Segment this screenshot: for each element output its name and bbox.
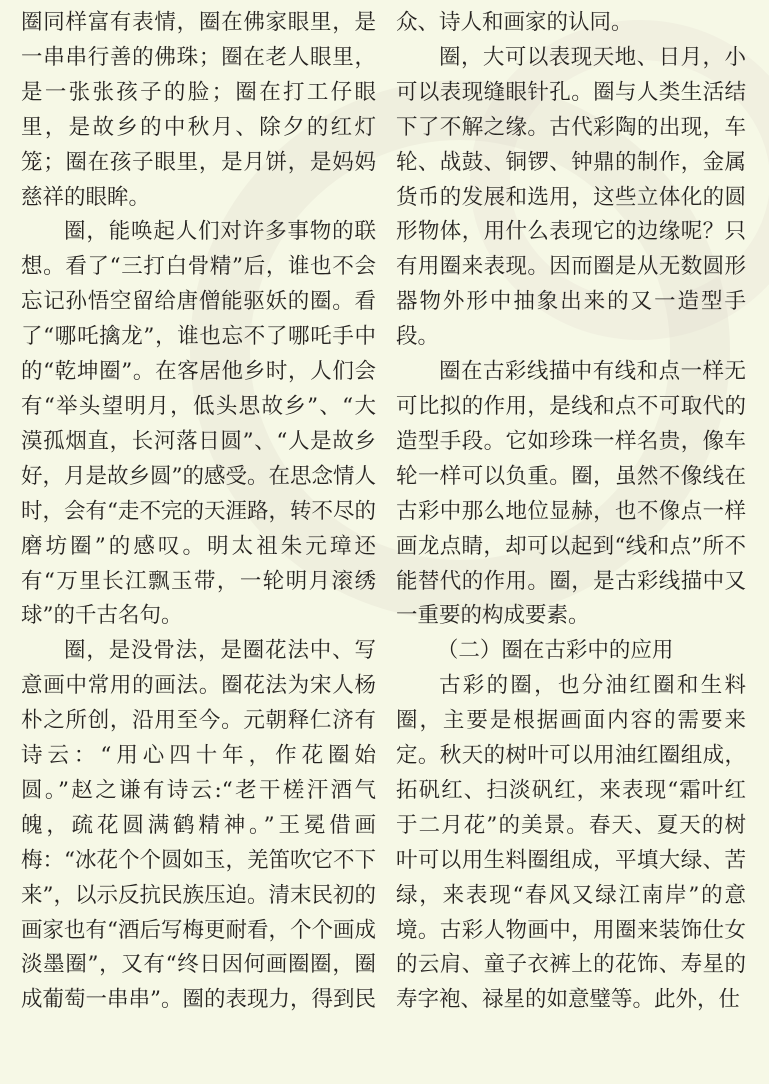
right-column <box>396 6 746 1018</box>
left-paragraph-1: 圈同样富有表情，圈在佛家眼里，是一串串行善的佛珠；圈在老人眼里，是一张张孩子的脸；圈在打工仔眼里，是故乡的中秋月、除夕的红灯笼；圈在孩子眼里，是月饼，是妈妈慈祥的眼眸。 <box>21 10 376 210</box>
section-heading: （二）圈在古彩中的应用 <box>436 638 674 664</box>
right-paragraph-1: 圈，大可以表现天地、日月，小可以表现缝眼针孔。圈与人类生活结下了不解之缘。古代彩陶的出现，车轮、战鼓、铜锣、钟鼎的制作，金属货币的发展和选用，这些立体化的圆形物体，用什么表现它的边缘呢？只有用圈来表现。因而圈是从无数圆形器物外形中抽象出来的又一造型手段。 <box>396 44 746 350</box>
left-paragraph-2: 圈，能唤起人们对许多事物的联想。看了“三打白骨精”后，谁也不会忘记孙悟空留给唐僧能驱妖的圈。看了“哪吒擒龙”，谁也忘不了哪吒手中的“乾坤圈”。在客居他乡时，人们会有“举头望明月，低头思故乡”、“大漠孤烟直，长河落日圆”、“人是故乡好，月是故乡圆”的感受。在思念情人时，会有“走不完的天涯路，转不尽的磨坊圈”的感叹。明太祖朱元璋还有“万里长江飘玉带，一轮明月滚绣球”的千古名句。 <box>21 219 376 629</box>
right-paragraph-3: 古彩的圈，也分油红圈和生料圈，主要是根据画面内容的需要来定。秋天的树叶可以用油红圈组成，拓矾红、扫淡矾红，来表现“霜叶红于二月花”的美景。春天、夏天的树叶可以用生料圈组成，平填大绿、苦绿，来表现“春风又绿江南岸”的意境。古彩人物画中，用圈来装饰仕女的云肩、童子衣裤上的花饰、寿星的寿字袍、禄星的如意璧等。此外，仕 <box>396 673 746 1013</box>
right-paragraph-2: 圈在古彩线描中有线和点一样无可比拟的作用，是线和点不可取代的造型手段。它如珍珠一样名贵，像车轮一样可以负重。圈，虽然不像线在古彩中那么地位显赫，也不像点一样画龙点睛，却可以起到“线和点”所不能替代的作用。圈，是古彩线描中又一重要的构成要素。 <box>396 359 746 629</box>
left-column <box>21 6 376 1018</box>
left-paragraph-3: 圈，是没骨法，是圈花法中、写意画中常用的画法。圈花法为宋人杨朴之所创，沿用至今。元朝释仁济有诗云：“用心四十年，作花圈始圆。”赵之谦有诗云:“老干槎汗酒气魄，疏花圆满鹤精神。”王冕借画梅：“冰花个个圆如玉，羌笛吹它不下来”，以示反抗民族压迫。清末民初的画家也有“酒后写梅更耐看，个个画成淡墨圈”，又有“终日因何画圈圈，圈成葡萄一串串”。圈的表现力，得到民 <box>21 638 376 1013</box>
right-paragraph-0: 众、诗人和画家的认同。 <box>396 10 633 35</box>
